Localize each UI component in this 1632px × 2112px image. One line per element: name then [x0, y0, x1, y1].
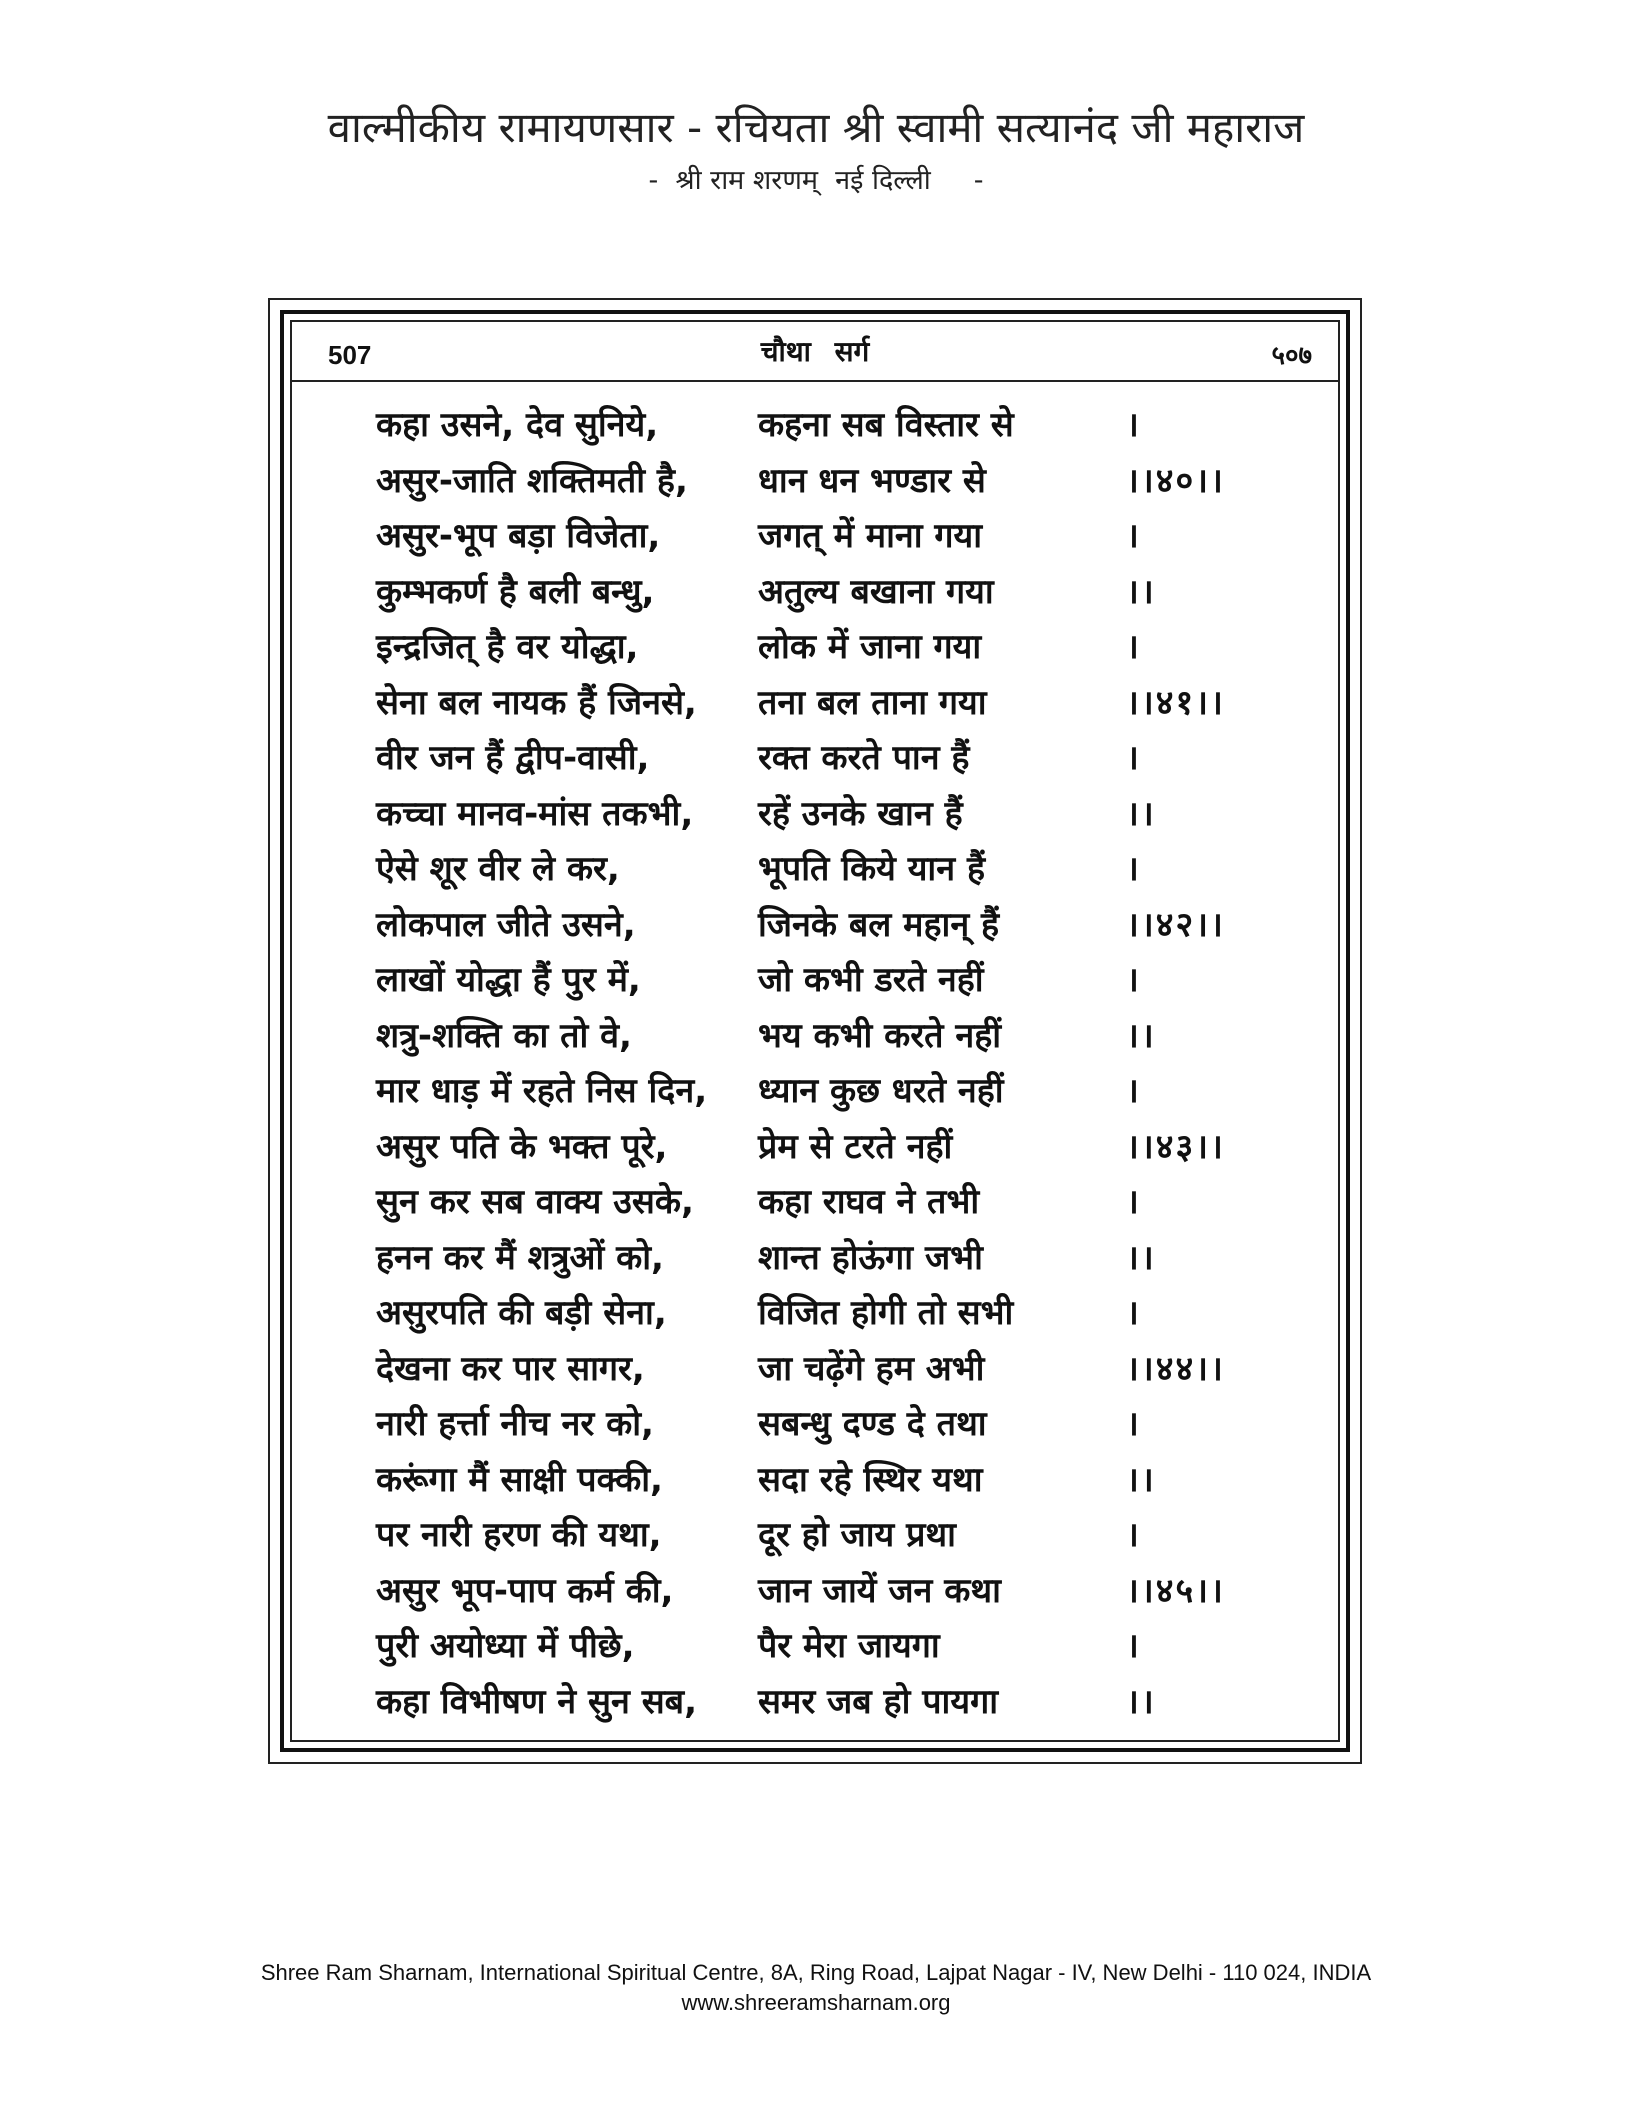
verse-marker: ।। [1126, 1237, 1156, 1278]
verse-second-half: जगत् में माना गया [758, 516, 983, 556]
page-frame-border [280, 310, 1350, 1752]
verse-marker: । [1126, 627, 1141, 667]
document-header-subtitle: - श्री राम शरणम् नई दिल्ली - [648, 165, 984, 196]
verse-marker: ।। [1126, 571, 1156, 612]
verse-line [292, 949, 1338, 1005]
verse-second-half: जिनके बल महान् हैं [758, 904, 1000, 945]
chapter-title: चौथा सर्ग [760, 335, 870, 368]
verse-marker: ।। [1126, 793, 1156, 834]
verse-line [292, 1227, 1338, 1283]
verse-line [292, 1560, 1338, 1616]
verse-marker: ।। [1126, 1015, 1156, 1056]
verse-first-half: पुरी अयोध्या में पीछे, [376, 1626, 635, 1666]
verse-second-half: भय कभी करते नहीं [758, 1015, 1002, 1056]
verse-line [292, 783, 1338, 839]
verse-first-half: असुर भूप-पाप कर्म की, [376, 1570, 674, 1611]
verse-second-half: रहें उनके खान हैं [758, 793, 963, 834]
verse-line [292, 1171, 1338, 1227]
verse-marker: ।। [1126, 1681, 1156, 1722]
verse-first-half: हनन कर मैं शत्रुओं को, [376, 1237, 664, 1278]
verse-first-half: नारी हर्त्ता नीच नर को, [376, 1404, 654, 1444]
verse-line [292, 838, 1338, 894]
verse-marker: । [1126, 1404, 1141, 1444]
verse-second-half: शान्त होऊंगा जभी [758, 1237, 983, 1278]
footer-website: www.shreeramsharnam.org [681, 1990, 951, 2015]
verse-second-half: ध्यान कुछ धरते नहीं [758, 1071, 1004, 1111]
verse-first-half: देखना कर पार सागर, [376, 1348, 645, 1389]
verse-line [292, 672, 1338, 728]
page-number-devanagari: ५०७ [1271, 341, 1312, 371]
verse-line [292, 561, 1338, 617]
verse-first-half: सेना बल नायक हैं जिनसे, [376, 682, 697, 723]
verse-line [292, 616, 1338, 672]
verse-second-half: सदा रहे स्थिर यथा [758, 1459, 983, 1500]
verse-first-half: ऐसे शूर वीर ले कर, [376, 849, 620, 889]
verse-first-half: असुर-जाति शक्तिमती है, [376, 460, 688, 501]
verse-marker: । [1126, 1071, 1141, 1111]
verse-first-half: असुर पति के भक्त पूरे, [376, 1126, 668, 1167]
verse-first-half: वीर जन हैं द्वीप-वासी, [376, 738, 650, 778]
verse-marker: ।।४४।। [1126, 1348, 1225, 1389]
verse-marker: । [1126, 405, 1141, 445]
footer-address: Shree Ram Sharnam, International Spiritual Centre, 8A, Ring Road, Lajpat Nagar - IV, New Delhi - 110 024, INDIA [260, 1960, 1372, 1985]
verse-line [292, 727, 1338, 783]
verse-second-half: अतुल्य बखाना गया [758, 571, 994, 612]
verse-first-half: कुम्भकर्ण है बली बन्धु, [376, 571, 655, 612]
verse-second-half: विजित होगी तो सभी [758, 1293, 1014, 1333]
verse-marker: ।।४३।। [1126, 1126, 1225, 1167]
verse-second-half: जान जायें जन कथा [758, 1570, 1001, 1611]
verse-second-half: दूर हो जाय प्रथा [758, 1515, 956, 1555]
verse-marker: ।।४२।। [1126, 904, 1225, 945]
verse-second-half: कहा राघव ने तभी [758, 1182, 980, 1222]
verse-marker: ।।४१।। [1126, 682, 1225, 723]
verse-marker: ।।४०।। [1126, 460, 1225, 501]
verse-marker: ।।४५।। [1126, 1570, 1225, 1611]
verse-second-half: तना बल ताना गया [758, 682, 987, 723]
verse-marker: । [1126, 1182, 1141, 1222]
verse-line [292, 505, 1338, 561]
verse-line [292, 450, 1338, 506]
verse-second-half: रक्त करते पान हैं [758, 738, 970, 778]
verse-marker: । [1126, 1293, 1141, 1333]
verse-line [292, 1005, 1338, 1061]
verse-line [292, 1338, 1338, 1394]
page-number-latin: 507 [328, 340, 372, 370]
page-heading-bar [292, 322, 1338, 382]
verse-first-half: मार धाड़ में रहते निस दिन, [376, 1071, 708, 1111]
verse-marker: । [1126, 960, 1141, 1000]
verse-line [292, 1671, 1338, 1727]
verse-marker: । [1126, 738, 1141, 778]
verse-line [292, 894, 1338, 950]
verse-second-half: समर जब हो पायगा [758, 1681, 999, 1722]
verse-first-half: शत्रु-शक्ति का तो वे, [376, 1015, 632, 1056]
verse-marker: । [1126, 849, 1141, 889]
verse-second-half: कहना सब विस्तार से [758, 405, 1014, 445]
verse-line [292, 1393, 1338, 1449]
verse-marker: । [1126, 1515, 1141, 1555]
verse-second-half: जो कभी डरते नहीं [758, 960, 984, 1000]
verse-first-half: करूंगा मैं साक्षी पक्की, [376, 1459, 663, 1500]
verse-second-half: प्रेम से टरते नहीं [758, 1126, 953, 1167]
verse-second-half: भूपति किये यान हैं [758, 849, 985, 889]
verse-first-half: पर नारी हरण की यथा, [376, 1515, 662, 1555]
verse-second-half: धान धन भण्डार से [758, 460, 986, 501]
verse-first-half: असुर-भूप बड़ा विजेता, [376, 516, 661, 556]
verse-line [292, 1449, 1338, 1505]
verse-first-half: कहा विभीषण ने सुन सब, [376, 1681, 698, 1722]
verse-marker: । [1126, 1626, 1141, 1666]
verse-second-half: लोक में जाना गया [758, 627, 982, 667]
verse-first-half: सुन कर सब वाक्य उसके, [376, 1182, 694, 1222]
verse-marker: । [1126, 516, 1141, 556]
verse-first-half: असुरपति की बड़ी सेना, [376, 1293, 667, 1333]
verse-first-half: इन्द्रजित् है वर योद्धा, [376, 627, 639, 667]
verse-first-half: कच्चा मानव-मांस तकभी, [376, 793, 694, 834]
verse-second-half: पैर मेरा जायगा [758, 1626, 940, 1666]
document-header-title: वाल्मीकीय रामायणसार - रचियता श्री स्वामी सत्यानंद जी महाराज [327, 103, 1305, 152]
verse-second-half: जा चढ़ेंगे हम अभी [758, 1348, 985, 1389]
verse-line [292, 1116, 1338, 1172]
verse-second-half: सबन्धु दण्ड दे तथा [758, 1404, 987, 1444]
verse-line [292, 1615, 1338, 1671]
verse-marker: ।। [1126, 1459, 1156, 1500]
verse-line [292, 1504, 1338, 1560]
page-frame [268, 298, 1362, 1764]
verse-first-half: कहा उसने, देव सुनिये, [376, 405, 659, 445]
verse-line [292, 1060, 1338, 1116]
verse-list [292, 394, 1338, 1726]
page-content-box [290, 320, 1340, 1742]
verse-line [292, 1282, 1338, 1338]
verse-line [292, 394, 1338, 450]
verse-first-half: लोकपाल जीते उसने, [376, 904, 636, 945]
verse-first-half: लाखों योद्धा हैं पुर में, [376, 960, 641, 1000]
